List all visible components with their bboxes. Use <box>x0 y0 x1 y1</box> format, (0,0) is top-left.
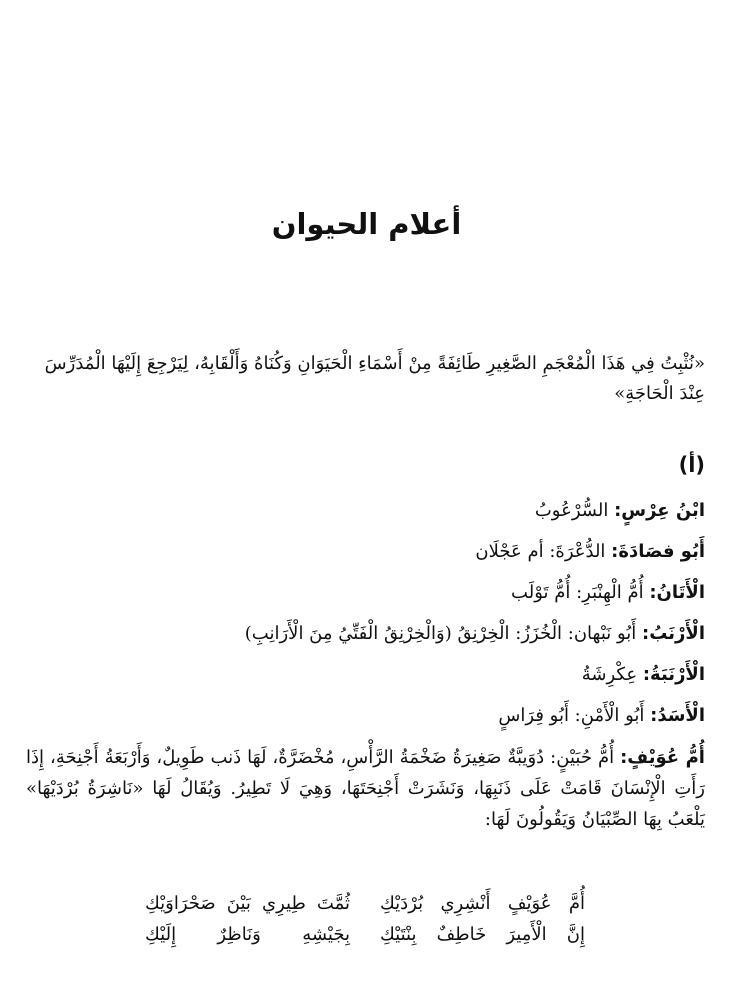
poem-second-hemistich: بِجَيْشِهِ وَنَاظِرٌ إِلَيْكِ <box>145 924 350 945</box>
entry-definition: أَبُو نَبْهان: الْخُزَزُ: الْخِرْنِقُ (وَالْخِرْنِقُ الْفَتِّيُ مِنَ الْأَرَانِبِ) <box>244 623 637 644</box>
poem-first-hemistich: أُمَّ عُوَيْفٍ أَنْشِرِي بُرْدَيْكِ <box>380 893 585 914</box>
entry-definition: أُمُّ حُبَيْنٍ: دُوَيبَّةٌ صَغِيرَةُ ضَخْمَةُ الرَّأْسِ، مُخْضَرَّةٌ، لَهَا ذَنب طَوِيلٌ، وَأَرْبَعَةُ أَجْنِحَةِ، إِذَا رَأَتِ الْإِنْسَانَ قَامَتْ عَلَى ذَنَبِهَا، وَنَشَرَتْ أَجْنِحَتَهَا، وَهِيَ لَا تَطِيرُ. وَيُقَالُ لَهَا «نَاشِرَةُ بُرْدَيْهَا» يَلْعَبُ بِهَا الصِّبْيَانُ وَيَقُولُونَ لَهَا: <box>26 747 705 830</box>
poem-verse <box>145 919 585 950</box>
list-item <box>26 537 705 567</box>
entry-definition: أُمُّ الْهِنْبَرِ: أُمُّ تَوْلَب <box>511 582 644 603</box>
page-title: أعلام الحيوان <box>271 207 462 241</box>
entry-definition: السُّرْعُوبُ <box>534 500 609 521</box>
entry-term: أُمُّ عُوَيْفٍ: <box>620 747 705 768</box>
entry-definition: عِكْرِشَةُ <box>581 664 638 685</box>
entry-term: الْأَرْنَبَةُ: <box>642 664 705 685</box>
entry-term: أَبُو فصَادَةَ: <box>611 541 705 562</box>
poem-first-hemistich: إِنَّ الْأَمِيرَ خَاطِفٌ بِنْتَيْكِ <box>380 924 585 945</box>
poem-verse <box>145 888 585 919</box>
list-item <box>26 701 705 731</box>
list-item <box>26 578 705 608</box>
list-item <box>26 660 705 690</box>
entry-definition: الدُّعْرَةَ: أم عَجْلَان <box>475 541 606 562</box>
list-item <box>26 619 705 649</box>
entry-definition: أَبُو الْأَمْنِ: أَبُو فِرَاسٍ <box>498 705 645 726</box>
entry-term: ابْنُ عِرْسٍ: <box>614 500 705 521</box>
entry-term: الْأَتَانُ: <box>649 582 705 603</box>
section-heading: (أ) <box>678 453 705 477</box>
poem <box>145 888 585 950</box>
entry-term: الْأَسَدُ: <box>650 705 705 726</box>
list-item <box>26 496 705 526</box>
entry-list <box>26 496 705 846</box>
list-item <box>26 742 705 835</box>
poem-second-hemistich: ثُمَّتَ طِيرِي بَيْنَ صَحْرَاوَيْكِ <box>145 893 350 914</box>
intro-paragraph: «نُثْبِتُ فِي هَذَا الْمُعْجَمِ الصَّغِيرِ طَائِفَةً مِنْ أَسْمَاءِ الْحَيَوَانِ وَكُنَاهُ وَأَلْقَابِهُ، لِيَرْجِعَ إِلَيْهَا الْمُدَرِّسَ عِنْدَ الْحَاجَةِ» <box>44 353 705 404</box>
entry-term: الْأَرْنَبُ: <box>642 623 705 644</box>
